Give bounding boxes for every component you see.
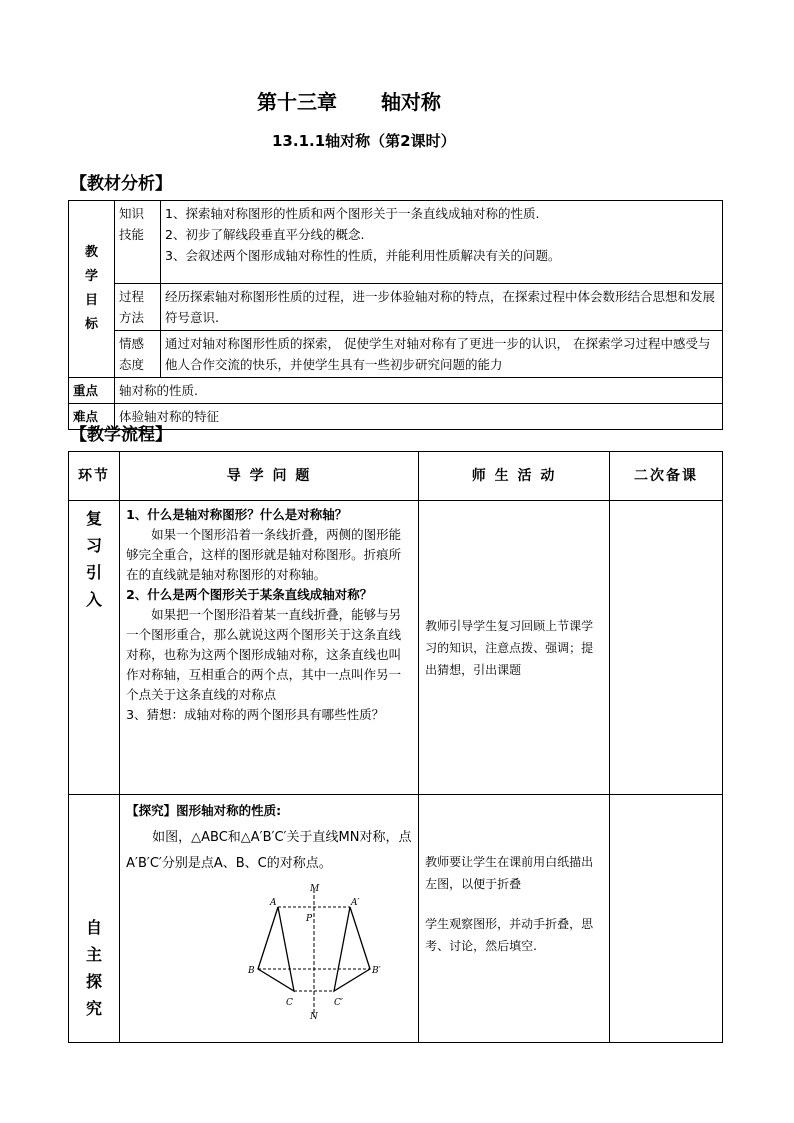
label-b: B xyxy=(248,966,255,976)
triangle-abc xyxy=(258,907,294,991)
label-char: 教 xyxy=(84,245,98,260)
chapter-name: 轴对称 xyxy=(380,90,441,114)
knowledge-item: 1、探索轴对称图形的性质和两个图形关于一条直线成轴对称的性质. xyxy=(165,206,540,221)
header-questions: 导 学 问 题 xyxy=(120,452,419,501)
label-line: 方法 xyxy=(119,310,145,325)
label-char: 学 xyxy=(84,269,98,284)
symmetry-figure xyxy=(212,883,412,1021)
phase-char: 复 xyxy=(86,509,103,528)
label-line: 态度 xyxy=(119,357,145,372)
explore-title: 图形轴对称的性质: xyxy=(176,803,282,818)
flow-heading: 【教学流程】 xyxy=(70,425,172,445)
chapter-number: 第十三章 xyxy=(257,90,337,114)
explore-row xyxy=(69,795,723,1043)
knowledge-item: 2、初步了解线段垂直平分线的概念. xyxy=(165,227,365,242)
label-p: P xyxy=(306,914,313,924)
process-label xyxy=(115,284,161,331)
chapter-title xyxy=(257,86,441,115)
triangle-a2b2c2 xyxy=(334,907,370,991)
label-line: 技能 xyxy=(119,227,145,242)
label-char: 标 xyxy=(84,317,98,332)
answer-1: 如果一个图形沿着一条线折叠，两侧的图形能够完全重合，这样的图形就是轴对称图形。折痕所在的直线就是轴对称图形的对称轴。 xyxy=(126,527,402,582)
explore-phase-label xyxy=(69,795,120,1043)
label-m: M xyxy=(310,884,320,894)
label-a2: A′ xyxy=(351,898,360,908)
header-phase: 环节 xyxy=(69,452,120,501)
label-c: C xyxy=(286,998,293,1008)
review-questions xyxy=(120,501,419,795)
label-n: N xyxy=(310,1012,318,1021)
header-second-prep: 二次备课 xyxy=(610,452,723,501)
header-activities: 师 生 活 动 xyxy=(419,452,610,501)
review-activity: 教师引导学生复习回顾上节课学习的知识，注意点拨、强调；提出猜想，引出课题 xyxy=(419,501,610,795)
phase-char: 主 xyxy=(86,945,103,964)
phase-char: 入 xyxy=(86,590,103,609)
emotion-content: 通过对轴对称图形性质的探索， 促使学生对轴对称有了更进一步的认识， 在探索学习过程中感受与他人合作交流的快乐，并使学生具有一些初步研究问题的能力 xyxy=(161,331,723,378)
phase-char: 引 xyxy=(86,563,103,582)
key-point-content: 轴对称的性质. xyxy=(115,378,723,404)
label-line: 过程 xyxy=(119,289,145,304)
flow-table xyxy=(68,451,723,1043)
difficulty-label: 难点 xyxy=(69,404,115,430)
lesson-title: 13.1.1轴对称（第2课时） xyxy=(272,132,456,150)
phase-char: 探 xyxy=(86,972,103,991)
label-char: 目 xyxy=(84,293,98,308)
analysis-table xyxy=(68,200,723,430)
objectives-label xyxy=(69,201,115,378)
question-1: 1、什么是轴对称图形？什么是对称轴？ xyxy=(126,507,348,522)
phase-char: 习 xyxy=(86,536,103,555)
explore-tag: 【探究】 xyxy=(126,803,177,818)
explore-second-prep xyxy=(610,795,723,1043)
phase-char: 究 xyxy=(86,999,103,1018)
knowledge-label xyxy=(115,201,161,284)
flow-header-row xyxy=(69,452,723,501)
review-second-prep xyxy=(610,501,723,795)
answer-2: 如果把一个图形沿着某一直线折叠，能够与另一个图形重合，那么就说这两个图形关于这条直线对称，也称为这两个图形成轴对称，这条直线也叫作对称轴，互相重合的两个点，其中一点叫作另一个点关于这条直线的对称点 xyxy=(126,607,402,702)
key-point-label: 重点 xyxy=(69,378,115,404)
knowledge-content xyxy=(161,201,723,284)
review-row xyxy=(69,501,723,795)
explore-text: 如图，△ABC和△A′B′C′关于直线MN对称，点A′B′C′分别是点A、B、C的对称点。 xyxy=(126,830,412,871)
explore-activity xyxy=(419,795,610,1043)
question-2: 2、什么是两个图形关于某条直线成轴对称？ xyxy=(126,587,373,602)
process-content: 经历探索轴对称图形性质的过程，进一步体验轴对称的特点，在探索过程中体会数形结合思想和发展符号意识. xyxy=(161,284,723,331)
activity-1: 教师要让学生在课前用白纸描出左图，以便于折叠 xyxy=(425,855,594,891)
knowledge-item: 3、会叙述两个图形成轴对称性的性质，并能利用性质解决有关的问题。 xyxy=(165,248,561,263)
label-c2: C′ xyxy=(334,998,344,1008)
phase-char: 自 xyxy=(86,918,103,937)
explore-heading xyxy=(126,801,412,821)
review-phase-label xyxy=(69,501,120,795)
activity-2: 学生观察图形，并动手折叠，思考、讨论，然后填空. xyxy=(425,917,594,953)
explore-content xyxy=(120,795,419,1043)
question-3: 3、猜想：成轴对称的两个图形具有哪些性质？ xyxy=(126,707,385,722)
emotion-label xyxy=(115,331,161,378)
label-b2: B′ xyxy=(372,966,381,976)
label-line: 知识 xyxy=(119,206,145,221)
label-line: 情感 xyxy=(119,336,145,351)
label-a: A xyxy=(270,898,277,908)
difficulty-content: 体验轴对称的特征 xyxy=(115,404,723,430)
analysis-heading: 【教材分析】 xyxy=(70,174,172,194)
